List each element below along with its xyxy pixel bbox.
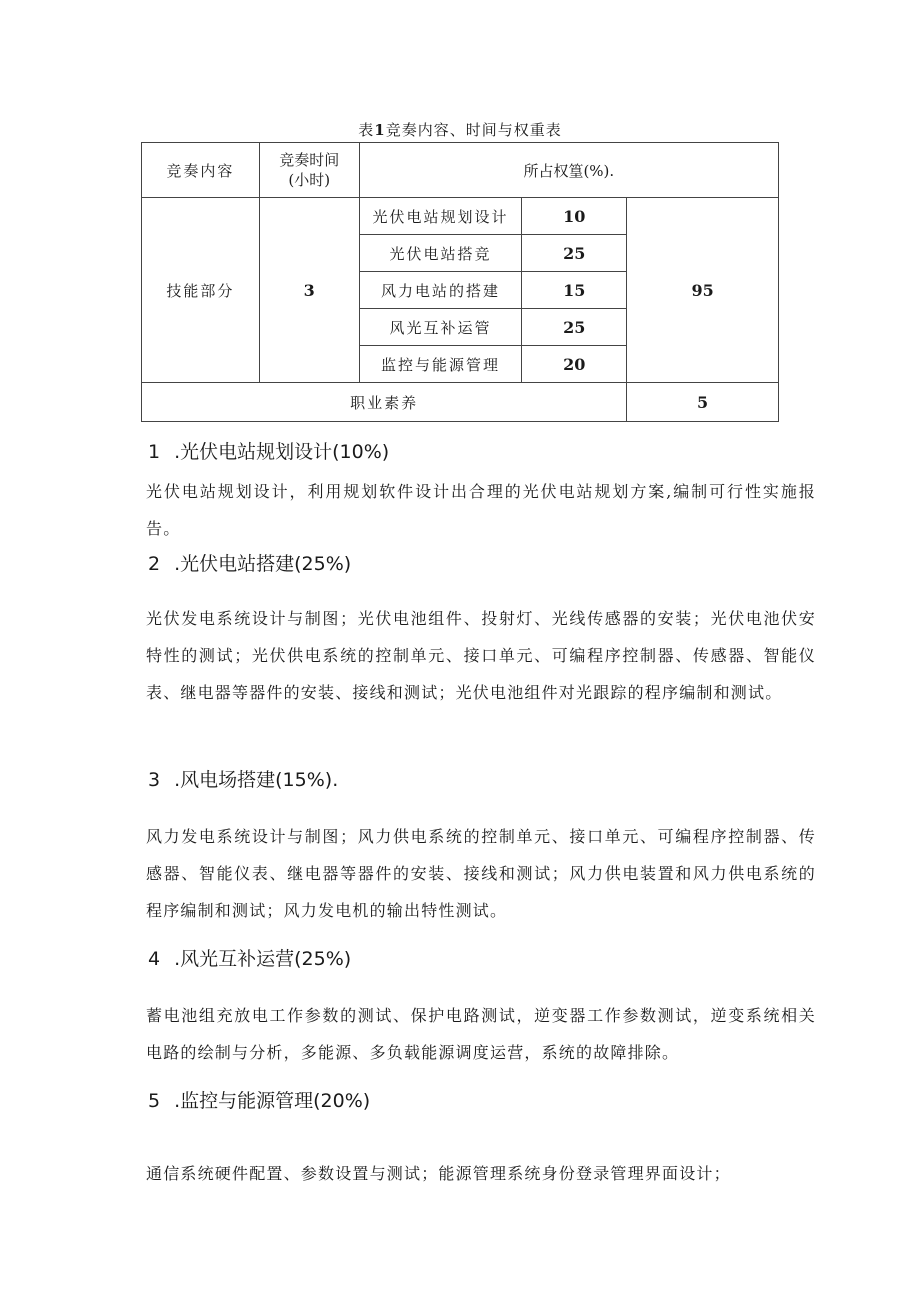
- header-time-line1: 竞奏时间: [279, 151, 340, 169]
- quality-row: [142, 383, 779, 422]
- quality-value: 5: [627, 383, 779, 422]
- header-time: [259, 143, 359, 198]
- row-value: 15: [522, 272, 627, 309]
- section-body-2: 光伏发电系统设计与制图；光伏电池组件、投射灯、光线传感器的安装；光伏电池伏安特性的测试；光伏供电系统的控制单元、接口单元、可编程序控制器、传感器、智能仪表、继电器等器件的安装、接线和测试；光伏电池组件对光跟踪的程序编制和测试。: [146, 609, 816, 702]
- section-heading-5: 5 .监控与能源管理(20%): [148, 1090, 371, 1112]
- table-caption: [0, 119, 920, 140]
- section-heading-1: 1 .光伏电站规划设计(10%): [148, 441, 390, 463]
- quality-label: 职业素养: [142, 383, 627, 422]
- row-name: 风光互补运管: [359, 309, 522, 346]
- header-content: 竞奏内容: [142, 143, 260, 198]
- row-value: 20: [522, 346, 627, 383]
- section-body-4: 蓄电池组充放电工作参数的测试、保护电路测试，逆变器工作参数测试，逆变系统相关电路的绘制与分析，多能源、多负载能源调度运营，系统的故障排除。: [146, 1006, 816, 1062]
- section-heading-3: 3 .风电场搭建(15%).: [148, 769, 339, 791]
- row-name: 光伏电站规划设计: [359, 198, 522, 235]
- row-value: 25: [522, 309, 627, 346]
- skills-label: 技能部分: [142, 198, 260, 383]
- caption-number: 1: [374, 121, 386, 139]
- row-name: 光伏电站搭竞: [359, 235, 522, 272]
- caption-prefix: 表: [358, 121, 375, 139]
- section-body-3: 风力发电系统设计与制图；风力供电系统的控制单元、接口单元、可编程序控制器、传感器、智能仪表、继电器等器件的安装、接线和测试；风力供电装置和风力供电系统的程序编制和测试；风力发电机的输出特性测试。: [146, 827, 816, 920]
- row-value: 25: [522, 235, 627, 272]
- header-time-line2: (小时): [288, 171, 331, 189]
- table-header-row: [142, 143, 779, 198]
- section-heading-4: 4 .风光互补运营(25%): [148, 948, 352, 970]
- header-weight: 所占权篁(%).: [359, 143, 778, 198]
- section-body-1: 光伏电站规划设计，利用规划软件设计出合理的光伏电站规划方案,编制可行性实施报告。: [146, 482, 816, 538]
- caption-text: 竞奏内容、时间与权重表: [385, 121, 562, 139]
- row-name: 风力电站的搭建: [359, 272, 522, 309]
- weights-table: [141, 142, 779, 422]
- row-name: 监控与能源管理: [359, 346, 522, 383]
- section-heading-2: 2 .光伏电站搭建(25%): [148, 553, 352, 575]
- skills-total: 95: [627, 198, 779, 383]
- row-value: 10: [522, 198, 627, 235]
- section-body-5: 通信系统硬件配置、参数设置与测试；能源管理系统身份登录管理界面设计；: [146, 1164, 731, 1183]
- table-row: [142, 198, 779, 235]
- skills-time: 3: [259, 198, 359, 383]
